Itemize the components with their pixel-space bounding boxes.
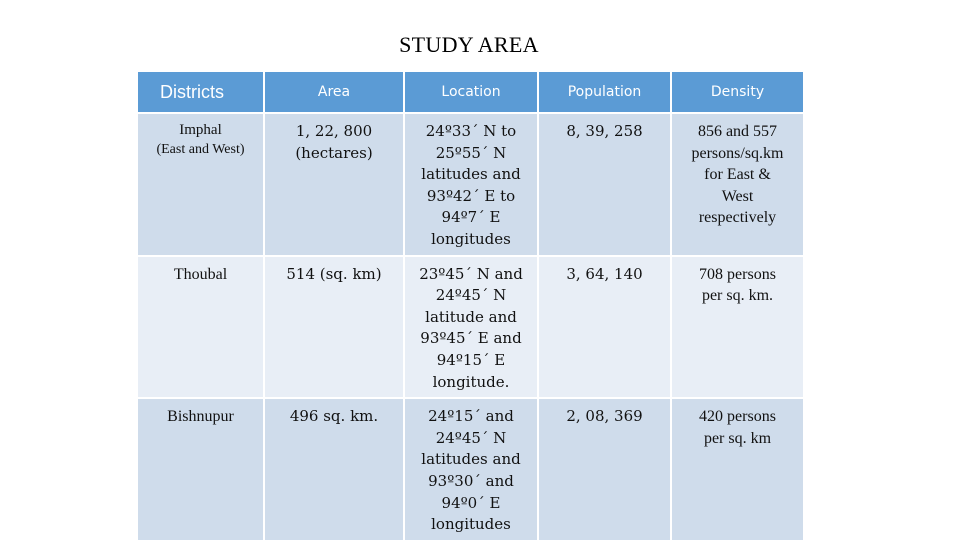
area-line: (hectares) [295, 143, 373, 162]
location-line: longitudes [431, 515, 511, 534]
location-line: 24º45´ N [435, 286, 507, 305]
district-name: Imphal [179, 122, 222, 138]
location-line: 23º45´ N and [419, 264, 523, 283]
density-line: per sq. km. [701, 287, 774, 305]
location-line: 24º33´ N to [425, 122, 517, 140]
header-population: Population [538, 72, 671, 113]
location-line: 94º0´ E [441, 493, 501, 512]
density-cell [671, 256, 804, 399]
area-cell [264, 398, 404, 541]
table-row [138, 256, 804, 399]
header-location: Location [404, 72, 538, 113]
population-cell: 3, 64, 140 [538, 256, 671, 399]
location-line: latitudes and [421, 450, 521, 469]
study-area-table [138, 72, 805, 542]
header-districts: Districts [138, 72, 264, 113]
area-line: 1, 22, 800 [295, 122, 373, 140]
page-title: STUDY AREA [399, 32, 539, 57]
location-line: 93º30´ and [428, 471, 514, 490]
location-cell [404, 398, 538, 541]
location-cell [404, 113, 538, 256]
location-line: latitudes and [421, 165, 521, 184]
header-area: Area [264, 72, 404, 113]
location-line: 24º15´ and [428, 407, 514, 426]
population-cell: 2, 08, 369 [538, 398, 671, 541]
density-line: 856 and 557 [697, 123, 778, 140]
area-line: 496 sq. km. [289, 407, 379, 426]
density-line: 708 persons [699, 265, 776, 283]
density-line: per sq. km [703, 429, 772, 447]
density-line: persons/sq.km [691, 144, 784, 162]
location-line: 94º7´ E [441, 208, 501, 227]
location-line: 24º45´ N [435, 428, 507, 447]
location-cell [404, 256, 538, 399]
district-cell: Thoubal [138, 256, 264, 399]
district-subtitle: (East and West) [156, 142, 245, 157]
table-row [138, 113, 804, 256]
area-cell [264, 256, 404, 399]
table-header-row [138, 72, 804, 113]
header-density: Density [671, 72, 804, 113]
area-cell [264, 113, 404, 256]
density-line: 420 persons [699, 408, 776, 426]
district-cell: Bishnupur [138, 398, 264, 541]
location-line: 93º45´ E and [420, 329, 522, 348]
location-line: 94º15´ E [436, 350, 506, 369]
density-cell [671, 398, 804, 541]
population-cell: 8, 39, 258 [538, 113, 671, 256]
location-line: 93º42´ E to [426, 186, 516, 205]
location-line: 25º55´ N [435, 143, 507, 162]
density-line: respectively [698, 209, 777, 227]
location-line: longitude. [432, 372, 510, 391]
density-cell [671, 113, 804, 256]
area-line: 514 (sq. km) [286, 264, 382, 283]
table-row [138, 398, 804, 541]
location-line: latitude and [425, 307, 517, 326]
density-line: West [721, 187, 754, 205]
density-line: for East & [704, 166, 771, 184]
district-cell [138, 113, 264, 256]
location-line: longitudes [431, 229, 511, 248]
